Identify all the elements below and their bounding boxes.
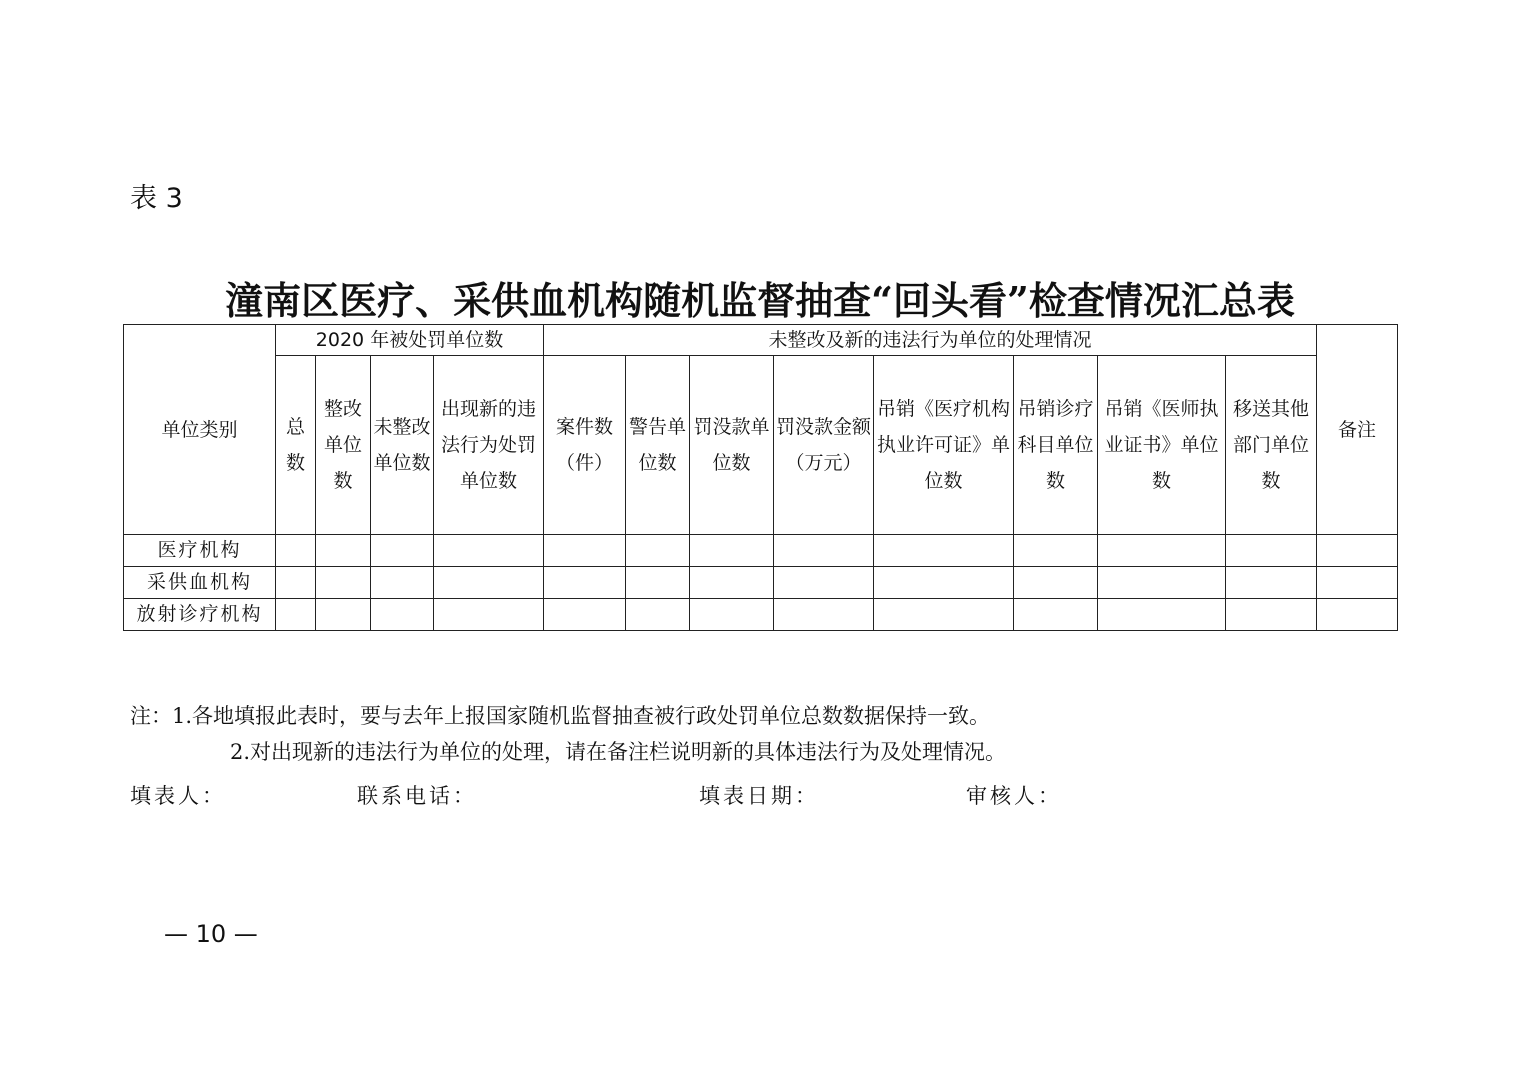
page-number: — 10 —	[164, 920, 258, 948]
table-cell	[316, 599, 371, 631]
table-cell	[434, 567, 544, 599]
table-cell	[1226, 567, 1317, 599]
header-fine-units: 罚没款单位数	[690, 356, 774, 535]
table-notes	[130, 698, 1006, 770]
filler-label: 填表人：	[130, 784, 226, 808]
table-cell	[1014, 567, 1098, 599]
table-cell	[626, 567, 690, 599]
table-cell	[626, 535, 690, 567]
row-label-blood: 采供血机构	[124, 567, 276, 599]
header-revoke-subject: 吊销诊疗科目单位数	[1014, 356, 1098, 535]
table-cell	[1317, 535, 1398, 567]
table-cell	[774, 599, 874, 631]
table-cell	[276, 567, 316, 599]
table-cell	[874, 535, 1014, 567]
table-cell	[1226, 599, 1317, 631]
note-line-1: 注：1.各地填报此表时，要与去年上报国家随机监督抽查被行政处罚单位总数数据保持一致。	[130, 704, 991, 728]
summary-table	[123, 324, 1398, 631]
table-cell	[690, 599, 774, 631]
row-label-medical: 医疗机构	[124, 535, 276, 567]
header-new-violation-units: 出现新的违法行为处罚单位数	[434, 356, 544, 535]
table-cell	[316, 535, 371, 567]
table-cell	[1317, 567, 1398, 599]
table-cell	[276, 599, 316, 631]
table-cell	[1014, 599, 1098, 631]
table-cell	[874, 567, 1014, 599]
note-line-2: 2.对出现新的违法行为单位的处理，请在备注栏说明新的具体违法行为及处理情况。	[230, 740, 1007, 764]
table-row	[124, 567, 1398, 599]
table-cell	[434, 599, 544, 631]
header-rectified-units: 整改单位数	[316, 356, 371, 535]
table-cell	[1014, 535, 1098, 567]
table-row	[124, 599, 1398, 631]
date-label: 填表日期：	[699, 784, 819, 808]
table-cell	[690, 567, 774, 599]
table-cell	[544, 535, 626, 567]
table-cell	[874, 599, 1014, 631]
table-cell	[626, 599, 690, 631]
table-cell	[1226, 535, 1317, 567]
header-fine-amount: 罚没款金额（万元）	[774, 356, 874, 535]
table-cell	[774, 535, 874, 567]
table-row	[124, 535, 1398, 567]
table-cell	[690, 535, 774, 567]
row-label-radiology: 放射诊疗机构	[124, 599, 276, 631]
document-title: 潼南区医疗、采供血机构随机监督抽查“回头看”检查情况汇总表	[225, 278, 1295, 323]
table-cell	[544, 567, 626, 599]
table-cell	[1098, 599, 1226, 631]
table-cell	[1098, 567, 1226, 599]
header-remarks: 备注	[1317, 325, 1398, 535]
table-cell	[544, 599, 626, 631]
header-warning-units: 警告单位数	[626, 356, 690, 535]
table-label: 表 3	[130, 183, 183, 214]
header-case-count: 案件数（件）	[544, 356, 626, 535]
table-cell	[1317, 599, 1398, 631]
header-2020-penalized: 2020 年被处罚单位数	[276, 325, 544, 356]
table-cell	[774, 567, 874, 599]
table-cell	[371, 599, 434, 631]
phone-label: 联系电话：	[357, 784, 477, 808]
table-cell	[276, 535, 316, 567]
header-transfer-units: 移送其他部门单位数	[1226, 356, 1317, 535]
table-cell	[434, 535, 544, 567]
header-total: 总数	[276, 356, 316, 535]
header-revoke-physician-cert: 吊销《医师执业证书》单位数	[1098, 356, 1226, 535]
header-unrectified-units: 未整改单位数	[371, 356, 434, 535]
table-cell	[1098, 535, 1226, 567]
reviewer-label: 审核人：	[966, 784, 1062, 808]
table-cell	[371, 535, 434, 567]
header-unit-category: 单位类别	[124, 325, 276, 535]
header-handling-situation: 未整改及新的违法行为单位的处理情况	[544, 325, 1317, 356]
table-cell	[316, 567, 371, 599]
header-revoke-license: 吊销《医疗机构执业许可证》单位数	[874, 356, 1014, 535]
table-cell	[371, 567, 434, 599]
